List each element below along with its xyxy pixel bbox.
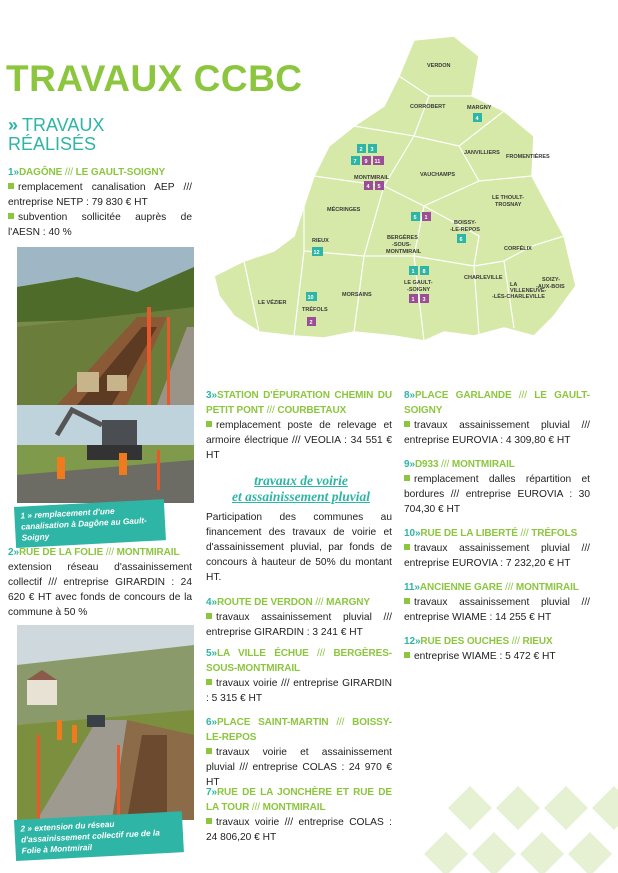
- svg-text:VAUCHAMPS: VAUCHAMPS: [420, 172, 456, 178]
- svg-text:8: 8: [422, 269, 426, 275]
- work-item-1: 1»DAGÔNE /// LE GAULT-SOIGNY remplacement canalisation AEP /// entreprise NETP : 79 830 € HT subvention sollicitée auprès de l'AESN : 40 %: [8, 167, 192, 238]
- svg-text:CORROBERT: CORROBERT: [410, 104, 446, 110]
- work-item-11: 11»ANCIENNE GARE /// MONTMIRAIL travaux assainissement pluvial /// entreprise WIAME : 14 255 € HT: [404, 582, 590, 623]
- svg-text:MONTMIRAIL: MONTMIRAIL: [354, 175, 390, 181]
- svg-text:-LÈS-CHARLEVILLE: -LÈS-CHARLEVILLE: [492, 294, 545, 300]
- svg-text:TROSNAY: TROSNAY: [495, 202, 522, 208]
- svg-text:BOISSY-: BOISSY-: [454, 220, 477, 226]
- svg-text:MÉCRINGES: MÉCRINGES: [327, 207, 361, 213]
- svg-text:5: 5: [413, 215, 417, 221]
- svg-text:11: 11: [374, 159, 381, 165]
- svg-text:-LE-REPOS: -LE-REPOS: [450, 227, 480, 233]
- work-item-2-text: extension réseau d'assainissement collectif /// entreprise GIRARDIN : 24 620 € HT avec fonds de concours de la commune à 50 %: [8, 562, 192, 618]
- page-title: TRAVAUX CCBC: [6, 58, 303, 99]
- svg-text:MARGNY: MARGNY: [467, 105, 492, 111]
- svg-text:2: 2: [309, 320, 313, 326]
- work-item-12: 12»RUE DES OUCHES /// RIEUX entreprise WIAME : 5 472 € HT: [404, 636, 556, 662]
- work-item-10: 10»RUE DE LA LIBERTÉ /// TRÉFOLS travaux assainissement pluvial /// entreprise EUROVIA : 7 232,20 € HT: [404, 528, 590, 569]
- work-item-8: 8»PLACE GARLANDE /// LE GAULT-SOIGNY travaux assainissement pluvial /// entreprise EUROVIA : 4 309,80 € HT: [404, 390, 590, 446]
- svg-text:6: 6: [459, 237, 463, 243]
- svg-text:1: 1: [424, 215, 428, 221]
- svg-text:3: 3: [370, 147, 374, 153]
- photo-canal-trench: [17, 247, 194, 405]
- svg-text:5: 5: [377, 184, 381, 190]
- svg-text:LE THOULT-: LE THOULT-: [492, 195, 524, 201]
- ccbc-territory-map: [214, 36, 578, 342]
- section-subtitle: [8, 116, 104, 154]
- svg-text:MONTMIRAIL: MONTMIRAIL: [386, 249, 422, 255]
- work-item-2: 2»RUE DE LA FOLIE /// MONTMIRAIL extension réseau d'assainissement collectif /// entreprise GIRARDIN : 24 620 € HT avec fonds de concours de la commune à 50 %: [8, 547, 192, 618]
- svg-text:-AUX-BOIS: -AUX-BOIS: [536, 284, 565, 290]
- svg-text:LE GAULT-: LE GAULT-: [404, 280, 433, 286]
- svg-text:1: 1: [411, 297, 415, 303]
- svg-text:4: 4: [475, 116, 479, 122]
- voirie-intro: [206, 510, 392, 585]
- work-item-1-line-2: subvention sollicitée auprès de l'AESN : 40 %: [8, 212, 192, 238]
- work-item-5: 5»LA VILLE ÉCHUE /// BERGÈRES-SOUS-MONTMIRAIL travaux voirie /// entreprise GIRARDIN : 5 315 € HT: [206, 648, 392, 704]
- svg-text:TRÉFOLS: TRÉFOLS: [302, 307, 328, 313]
- svg-text:1: 1: [411, 269, 415, 275]
- svg-text:SOIZY-: SOIZY-: [542, 277, 561, 283]
- svg-text:LA: LA: [510, 282, 518, 288]
- work-item-6: 6»PLACE SAINT-MARTIN /// BOISSY-LE-REPOS travaux voirie et assainissement pluvial /// entreprise COLAS : 24 970 € HT: [206, 717, 392, 788]
- svg-text:7: 7: [353, 159, 357, 165]
- svg-text:VERDON: VERDON: [427, 63, 451, 69]
- svg-text:LE VÉZIER: LE VÉZIER: [258, 300, 287, 306]
- subtitle-line-2: RÉALISÉS: [8, 134, 97, 154]
- svg-text:FROMENTIÈRES: FROMENTIÈRES: [506, 154, 550, 160]
- work-item-1-line-1: remplacement canalisation AEP /// entreprise NETP : 79 830 € HT: [8, 182, 192, 208]
- subtitle-line-1: TRAVAUX: [22, 115, 105, 135]
- photo-excavator: [17, 405, 194, 503]
- work-item-7: 7»RUE DE LA JONCHÈRE ET RUE DE LA TOUR /// MONTMIRAIL travaux voirie /// entreprise COLAS : 24 806,20 € HT: [206, 787, 392, 843]
- svg-text:4: 4: [366, 184, 370, 190]
- decorative-diamond-pattern: [418, 786, 618, 873]
- svg-text:9: 9: [364, 159, 368, 165]
- svg-text:2: 2: [359, 147, 363, 153]
- voirie-section-title: travaux de voirie et assainissement pluvial: [231, 473, 370, 504]
- svg-text:-SOUS-: -SOUS-: [392, 242, 412, 248]
- svg-text:-SOIGNY: -SOIGNY: [407, 287, 431, 293]
- voirie-intro-text: Participation des communes au financement des travaux de voirie et d'assainissement pluvial, par fonds de concours à hauteur de 50% du montant HT.: [206, 512, 392, 583]
- work-item-9: 9»D933 /// MONTMIRAIL remplacement dalles répartition et bordures /// entreprise EUROVIA : 30 704,30 € HT: [404, 459, 590, 515]
- svg-text:10: 10: [307, 295, 314, 301]
- work-item-4: 4»ROUTE DE VERDON /// MARGNY travaux assainissement pluvial /// entreprise GIRARDIN : 3 241 € HT: [206, 597, 392, 638]
- photo-1-caption: 1 » remplacement d'une canalisation à Dagône au Gault-Soigny: [14, 499, 166, 548]
- svg-text:CHARLEVILLE: CHARLEVILLE: [464, 275, 503, 281]
- chevron-right-icon: »: [8, 115, 19, 135]
- svg-text:JANVILLIERS: JANVILLIERS: [464, 150, 500, 156]
- svg-text:RIEUX: RIEUX: [312, 238, 329, 244]
- work-item-3-text: remplacement poste de relevage et armoire électrique /// VEOLIA : 34 551 € HT: [206, 420, 392, 461]
- work-item-3: 3»STATION D'ÉPURATION CHEMIN DU PETIT PONT /// COURBETAUX remplacement poste de relevage et armoire électrique /// VEOLIA : 34 551 € HT: [206, 390, 392, 461]
- svg-text:CORFÉLIX: CORFÉLIX: [504, 246, 532, 252]
- photo-2-caption: 2 » extension du réseau d'assainissement collectif rue de la Folie à Montmirail: [14, 811, 184, 861]
- svg-text:12: 12: [313, 250, 320, 256]
- photo-sewer-extension: [17, 625, 194, 820]
- svg-text:3: 3: [422, 297, 426, 303]
- svg-text:MORSAINS: MORSAINS: [342, 292, 372, 298]
- svg-text:BERGÈRES: BERGÈRES: [387, 235, 418, 241]
- svg-text:VILLENEUVE-: VILLENEUVE-: [510, 288, 547, 294]
